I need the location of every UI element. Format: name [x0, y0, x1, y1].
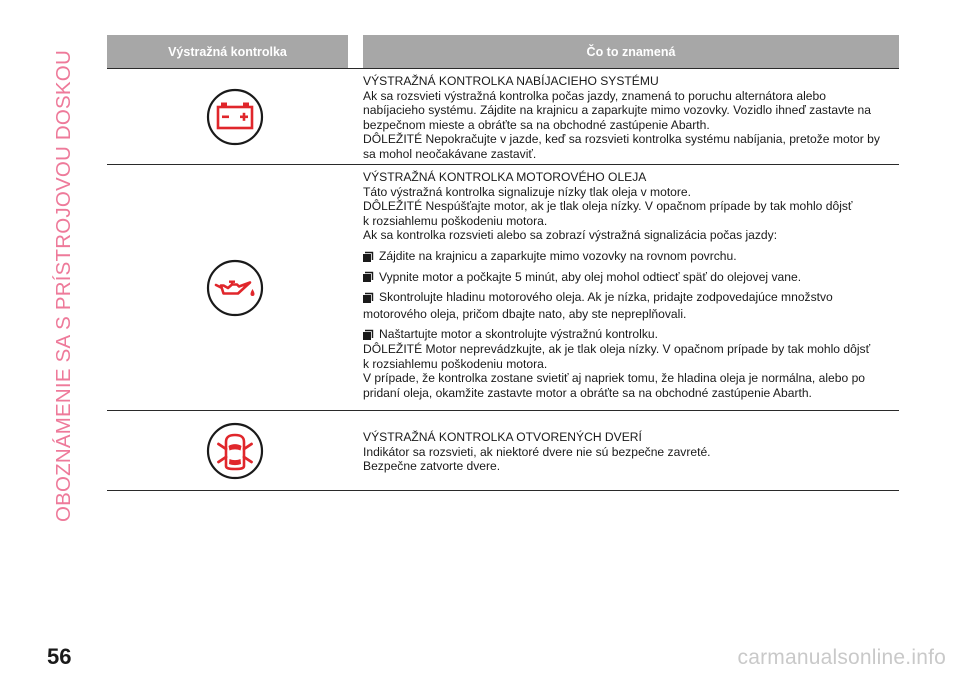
row1-title: VÝSTRAŽNÁ KONTROLKA NABÍJACIEHO SYSTÉMU: [363, 74, 659, 88]
description-cell: [363, 69, 899, 164]
icon-cell: [107, 411, 363, 490]
description-cell: [363, 165, 899, 410]
row2-line: k rozsiahlemu poškodeniu motora.: [363, 213, 548, 228]
bullet-text: Naštartujte motor a skontrolujte výstražnú kontrolku.: [379, 327, 658, 342]
row2-line: DÔLEŽITÉ Nespúšťajte motor, ak je tlak oleja nízky. V opačnom prípade by tak mohlo dôjsť: [363, 199, 853, 214]
row2-line: DÔLEŽITÉ Motor neprevádzkujte, ak je tlak oleja nízky. V opačnom prípade by tak mohlo dôjsť: [363, 341, 871, 356]
header-meaning: Čo to znamená: [363, 35, 899, 68]
row1-line: nabíjacieho systému. Zájdite na krajnicu a zaparkujte mimo vozovky. Vozidlo ihneď zastavte na: [363, 103, 872, 118]
row3-title: VÝSTRAŽNÁ KONTROLKA OTVORENÝCH DVERÍ: [363, 430, 642, 444]
row1-line: bezpečnom mieste a obráťte sa na obchodné zastúpenie Abarth.: [363, 117, 710, 132]
bullet-continuation: motorového oleja, pričom dbajte nato, aby ste nepreplňovali.: [363, 306, 687, 321]
checkbox-bullet-icon: [363, 329, 374, 340]
row2-line: Ak sa kontrolka rozsvieti alebo sa zobrazí výstražná signalizácia počas jazdy:: [363, 228, 778, 243]
checkbox-bullet-icon: [363, 292, 374, 303]
bullet-text: Vypnite motor a počkajte 5 minút, aby olej mohol odtiecť späť do olejovej vane.: [379, 269, 802, 284]
row2-line: k rozsiahlemu poškodeniu motora.: [363, 356, 548, 371]
list-item: [363, 290, 897, 305]
row2-title: VÝSTRAŽNÁ KONTROLKA MOTOROVÉHO OLEJA: [363, 170, 647, 184]
description-cell: [363, 411, 899, 490]
row2-line: Táto výstražná kontrolka signalizuje nízky tlak oleja v motore.: [363, 184, 692, 199]
row1-line: sa mohol neočakávane zastaviť.: [363, 146, 537, 161]
page-number: 56: [47, 644, 72, 669]
row1-line: DÔLEŽITÉ Nepokračujte v jazde, keď sa rozsvieti kontrolka systému nabíjania, pretože motor by: [363, 132, 880, 147]
bullet-text: Skontrolujte hladinu motorového oleja. Ak je nízka, pridajte zodpovedajúce množstvo: [379, 290, 833, 305]
table-row-oil: [107, 165, 899, 411]
icon-cell: [107, 69, 363, 164]
door-open-icon: [205, 421, 265, 481]
checkbox-bullet-icon: [363, 251, 374, 262]
list-item: [363, 249, 897, 264]
battery-warning-icon: [205, 87, 265, 147]
row3-line: Bezpečne zatvorte dvere.: [363, 459, 501, 474]
oil-pressure-icon: [205, 258, 265, 318]
checkbox-bullet-icon: [363, 271, 374, 282]
list-item: [363, 327, 897, 342]
side-section-title-text: OBOZNÁMENIE SA S PRÍSTROJOVOU DOSKOU: [52, 50, 75, 522]
row2-line: V prípade, že kontrolka zostane svietiť aj napriek tomu, že hladina oleja je normálna, alebo po: [363, 371, 866, 386]
table-row-battery: [107, 68, 899, 165]
row2-line: pridaní oleja, okamžite zastavte motor a obráťte sa na obchodné zastúpenie Abarth.: [363, 385, 812, 400]
table-header: [107, 35, 899, 68]
watermark: carmanualsonline.info: [737, 646, 946, 669]
table-row-door: [107, 411, 899, 491]
row3-line: Indikátor sa rozsvieti, ak niektoré dvere nie sú bezpečne zavreté.: [363, 444, 711, 459]
warning-lights-table: [107, 35, 899, 491]
header-warning-light: Výstražná kontrolka: [107, 35, 348, 68]
bullet-text: Zájdite na krajnicu a zaparkujte mimo vozovky na rovnom povrchu.: [379, 248, 737, 263]
row1-line: Ak sa rozsvieti výstražná kontrolka počas jazdy, znamená to poruchu alternátora alebo: [363, 88, 826, 103]
list-item: [363, 270, 897, 285]
icon-cell: [107, 165, 363, 410]
